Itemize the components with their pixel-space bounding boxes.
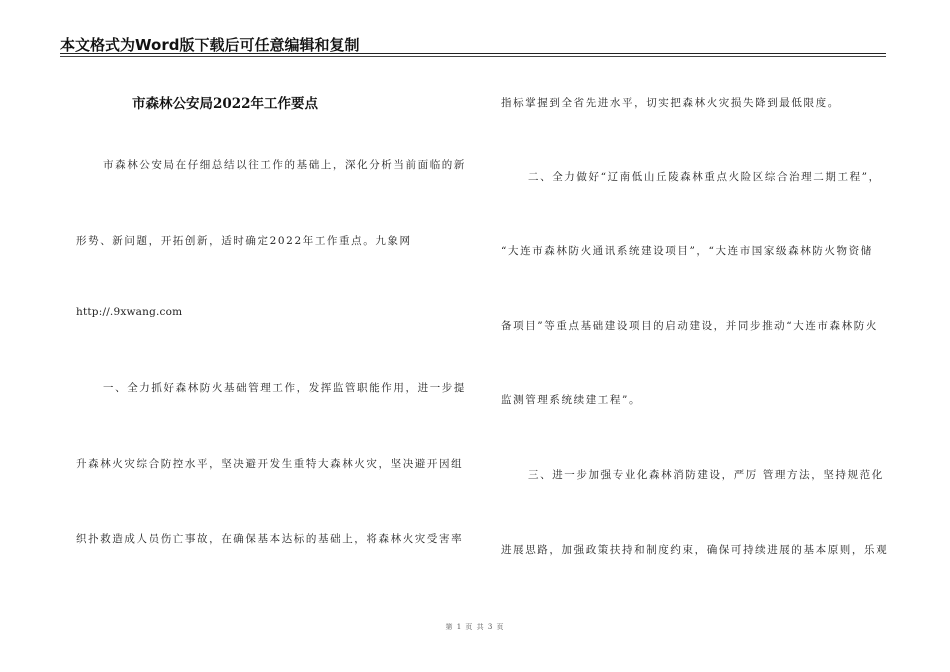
page-indicator: 第 1 页 共 3 页 xyxy=(445,623,505,631)
right-line-7: 进展思路，加强政策扶持和制度约束，确保可持续进展的基本原则，乐观 xyxy=(501,544,889,556)
left-line-5: 升森林火灾综合防控水平，坚决避开发生重特大森林火灾，坚决避开因组 xyxy=(76,458,464,470)
page-header: 本文格式为Word版下载后可任意编辑和复制 xyxy=(60,36,360,54)
left-line-6: 织扑救造成人员伤亡事故，在确保基本达标的基础上，将森林火灾受害率 xyxy=(76,533,464,545)
right-line-2: 二、全力做好“辽南低山丘陵森林重点火险区综合治理二期工程”， xyxy=(528,171,881,183)
left-line-1: 市森林公安局在仔细总结以往工作的基础上，深化分析当前面临的新 xyxy=(103,159,466,171)
left-url-line: http://.9xwang.com xyxy=(76,306,183,318)
right-line-6: 三、进一步加强专业化森林消防建设，严厉 管理方法，坚持规范化 xyxy=(528,469,884,481)
right-line-3: “大连市森林防火通讯系统建设项目”，“大连市国家级森林防火物资储 xyxy=(501,245,873,257)
left-line-2: 形势、新问题，开拓创新，适时确定2022年工作重点。九象网 xyxy=(76,235,412,247)
header-rule-thin xyxy=(60,56,886,57)
header-rule-thick xyxy=(60,53,886,54)
document-title: 市森林公安局2022年工作要点 xyxy=(131,96,319,112)
right-line-5: 监测管理系统续建工程”。 xyxy=(501,394,642,406)
right-line-4: 备项目”等重点基础建设项目的启动建设，并同步推动“大连市森林防火 xyxy=(501,320,878,332)
left-line-4: 一、全力抓好森林防火基础管理工作，发挥监管职能作用，进一步提 xyxy=(103,382,466,394)
right-line-1: 指标掌握到全省先进水平，切实把森林火灾损失降到最低限度。 xyxy=(501,97,840,109)
